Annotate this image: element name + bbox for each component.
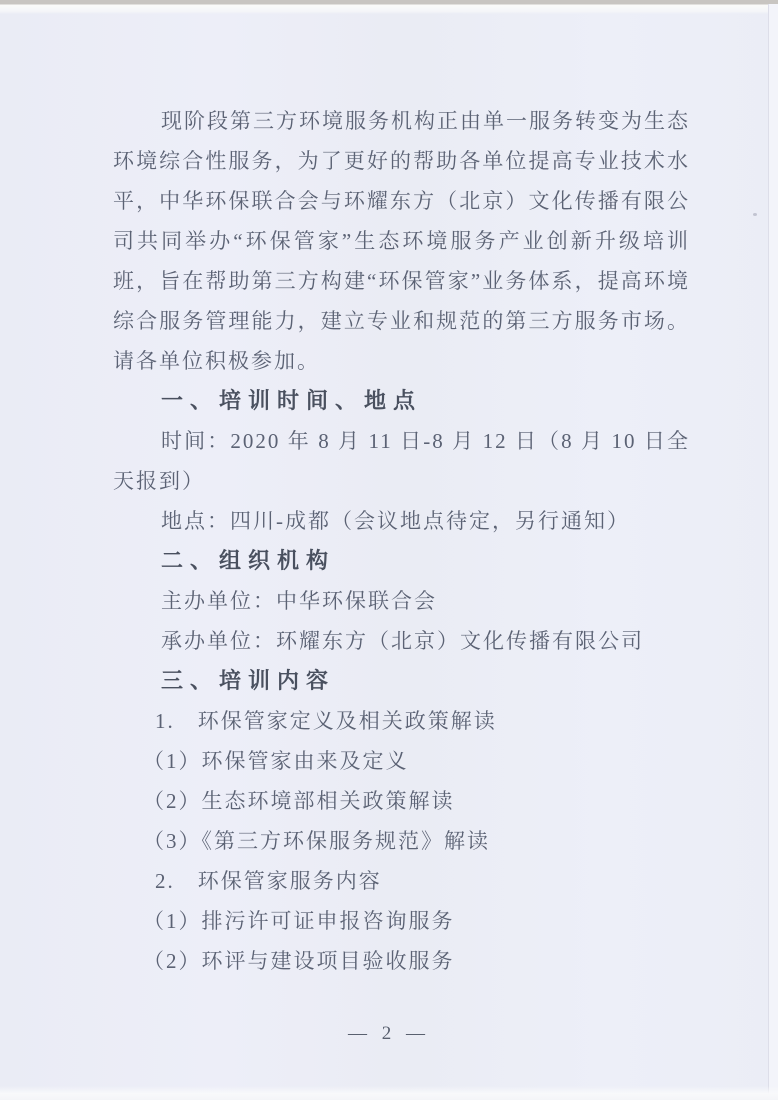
content-item-1-sub-1: （1）环保管家由来及定义 [143, 749, 409, 773]
page-number: — 2 — [348, 1023, 430, 1044]
scan-right-edge [768, 4, 778, 1100]
document-content [113, 101, 690, 981]
scan-speck [753, 213, 757, 216]
content-item-1-sub-2: （2）生态环境部相关政策解读 [143, 789, 455, 813]
section-2-heading: 二、组织机构 [161, 548, 336, 573]
section-1-heading: 一、培训时间、地点 [161, 388, 423, 413]
content-item-1-title: 1. 环保管家定义及相关政策解读 [155, 709, 497, 733]
content-item-2-sub-2: （2）环评与建设项目验收服务 [143, 949, 455, 973]
scan-bottom-edge [0, 1086, 778, 1100]
content-item-2-title: 2. 环保管家服务内容 [155, 869, 382, 893]
scan-top-edge [0, 0, 778, 14]
intro-paragraph: 现阶段第三方环境服务机构正由单一服务转变为生态环境综合性服务，为了更好的帮助各单位提高专业技术水平，中华环保联合会与环耀东方（北京）文化传播有限公司共同举办“环保管家”生态环境服务产业创新升级培训班，旨在帮助第三方构建“环保管家”业务体系，提高环境综合服务管理能力，建立专业和规范的第三方服务市场。请各单位积极参加。 [113, 109, 690, 373]
training-time-line: 时间：2020 年 8 月 11 日-8 月 12 日（8 月 10 日全天报到） [113, 429, 690, 493]
co-organizer-line: 承办单位：环耀东方（北京）文化传播有限公司 [161, 629, 644, 653]
host-organizer-line: 主办单位：中华环保联合会 [161, 589, 437, 613]
training-place-line: 地点：四川-成都（会议地点待定，另行通知） [161, 509, 630, 533]
content-item-2-sub-1: （1）排污许可证申报咨询服务 [143, 909, 455, 933]
content-item-1-sub-3: （3）《第三方环保服务规范》解读 [143, 829, 490, 853]
section-3-heading: 三、培训内容 [161, 668, 336, 693]
